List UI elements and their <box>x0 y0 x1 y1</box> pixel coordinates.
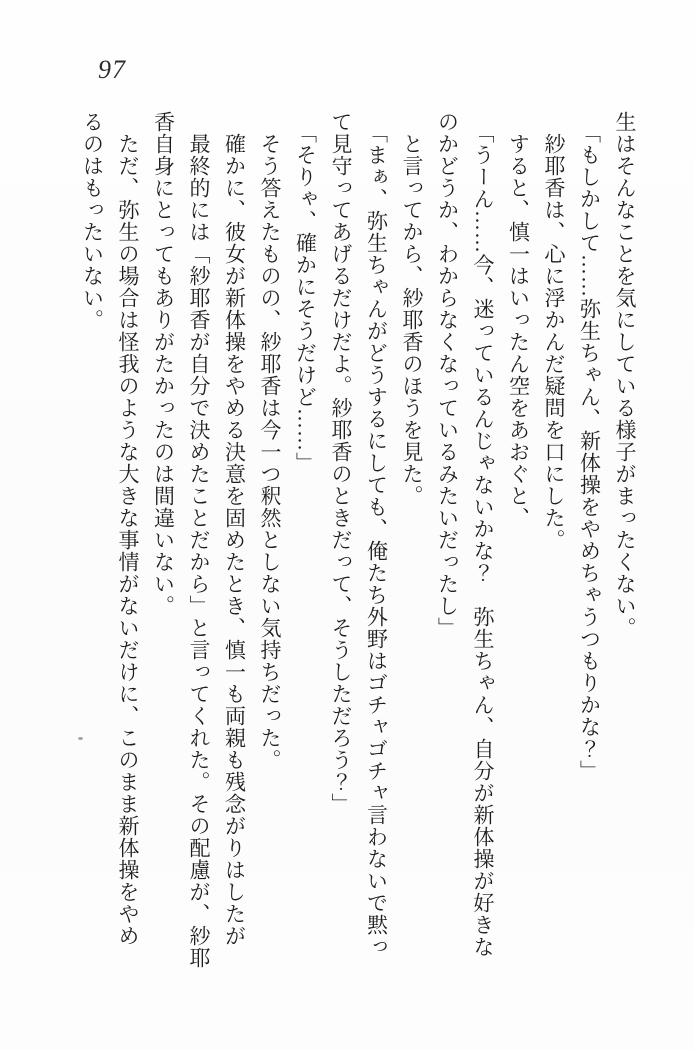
page-number: 97 <box>98 55 126 84</box>
text-line: て見守ってあげるだけだよ。紗耶香のときだって、そうしただろう？」 <box>329 111 353 815</box>
text-line: 「もしかして……弥生ちゃん、新体操をやめちゃうつもりかな？」 <box>577 122 602 782</box>
scan-speck <box>78 737 83 740</box>
text-line: ただ、弥生の場合は怪我のような大きな事情がないだけに、このまま新体操をやめ <box>116 133 140 947</box>
text-line: 最終的には「紗耶香が自分で決めたことだから」と言ってくれた。その配慮が、紗耶 <box>187 133 211 969</box>
text-line: 確かに、彼女が新体操をやめる決意を固めたとき、慎一も両親も残念がりはしたが <box>222 133 247 947</box>
text-line: 生はそんなことを気にしている様子がまったくない。 <box>613 111 637 639</box>
text-line: そう答えたものの、紗耶香は今一つ釈然としない気持ちだった。 <box>258 133 282 771</box>
text-line: と言ってから、紗耶香のほうを見た。 <box>400 133 424 507</box>
text-line: 「そりゃ、確かにそうだけど……」 <box>293 122 318 474</box>
text-line: 香自身にとってもありがたかったのは間違いない。 <box>151 111 176 617</box>
text-line: 「うーん……今、迷っているんじゃないかな？ 弥生ちゃん、自分が新体操が好きな <box>471 122 495 958</box>
body-text <box>74 111 642 991</box>
text-line: 「まぁ、弥生ちゃんがどうするにしても、俺たち外野はゴチャゴチャ言わないで黙っ <box>364 122 389 958</box>
text-line: すると、慎一はいったん空をあおぐと、 <box>506 133 531 529</box>
text-line: のかどうか、わからなくなっているみたいだったし」 <box>435 111 460 639</box>
text-line: るのはもったいない。 <box>80 111 105 331</box>
text-line: 紗耶香は、心に浮かんだ疑問を口にした。 <box>542 133 566 551</box>
